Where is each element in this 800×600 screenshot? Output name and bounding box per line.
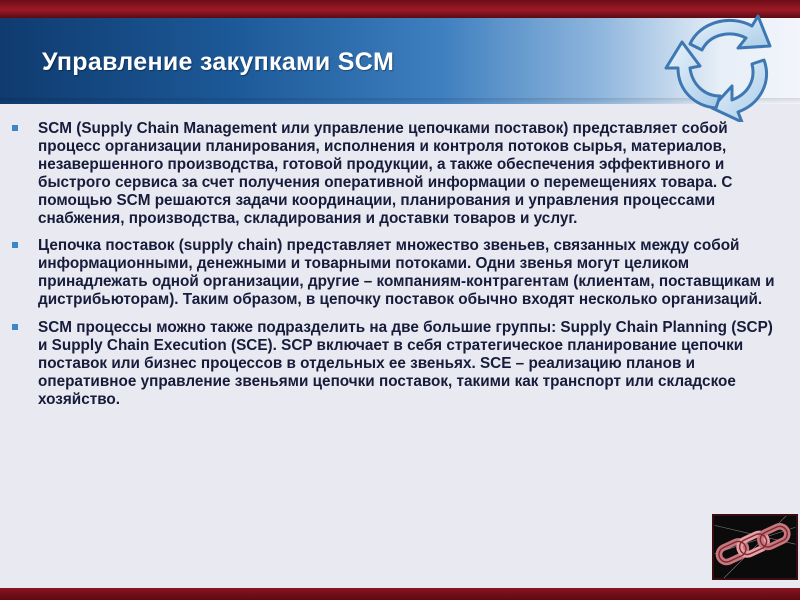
chain-links-icon — [712, 514, 798, 580]
bullet-text: SCM процессы можно также подразделить на две большие группы: Supply Chain Planning (SCP) и Supply Chain Execution (SCE). SCP включает в себя стратегическое планирование цепочки поставок или бизнес процессов в отдельных ее звеньях. SCE – реализацию планов и оперативное управление звеньями цепочки поставок, такими как транспорт или складское хозяйство. — [38, 319, 773, 408]
bullet-item — [12, 120, 777, 227]
bullet-list — [12, 120, 777, 419]
bullet-text: Цепочка поставок (supply chain) представляет множество звеньев, связанных между собой информационными, денежными и товарными потоками. Одни звенья могут целиком принадлежать одной организации, другие – компаниям-контрагентам (клиентам, поставщикам и дистрибьюторам). Таким образом, в цепочку поставок обычно входят несколько организаций. — [38, 237, 775, 309]
bottom-accent-bar — [0, 588, 800, 600]
bullet-marker — [12, 324, 18, 330]
bullet-marker — [12, 242, 18, 248]
slide-title: Управление закупками SCM — [42, 48, 395, 76]
bullet-item — [12, 319, 777, 409]
bullet-marker — [12, 125, 18, 131]
recycle-arrows-icon — [660, 4, 790, 122]
bullet-text: SCM (Supply Chain Management или управление цепочками поставок) представляет собой процесс организации планирования, исполнения и контроля потоков сырья, материалов, незавершенного производства, готовой продукции, а также обеспечения эффективного и быстрого сервиса за счет получения оперативной информации о перемещениях товара. С помощью SCM решаются задачи координации, планирования и управления процессами снабжения, производства, складирования и доставки товаров и услуг. — [38, 120, 733, 227]
bullet-item — [12, 237, 777, 309]
chain-links-graphic — [714, 516, 796, 578]
